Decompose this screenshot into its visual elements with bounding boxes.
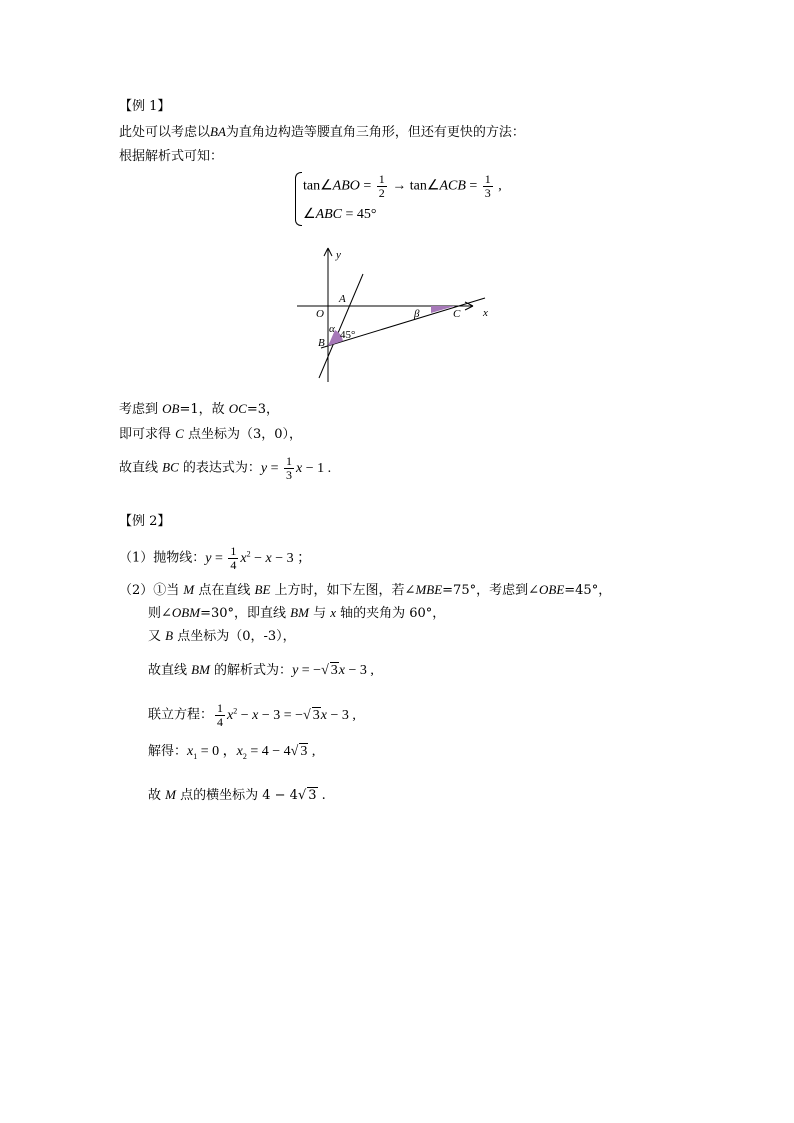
example1-line4: 即可求得 C 点坐标为（3，0）， bbox=[119, 426, 302, 442]
label-alpha: α bbox=[329, 323, 335, 335]
label-beta: β bbox=[414, 308, 420, 320]
example1-line3: 考虑到 OB=1，故 OC=3， bbox=[119, 401, 280, 417]
label-o: O bbox=[316, 308, 324, 320]
geometry-figure bbox=[285, 240, 505, 385]
fraction-quarter-2: $\frac{1}{4}$ bbox=[217, 701, 224, 729]
angle-beta-shade bbox=[431, 306, 455, 313]
fraction-one-third: $\frac{1}{3}$ bbox=[484, 172, 491, 200]
example2-part2-line1: （2）①当 M 点在直线 BE 上方时，如下左图，若∠MBE=75°，考虑到∠OBE=45°， bbox=[119, 582, 612, 598]
label-a: A bbox=[339, 293, 346, 305]
example1-line5: 故直线 BC 的表达式为：y = $\frac{1}{3}$ x − 1 . bbox=[119, 454, 332, 482]
label-c: C bbox=[453, 308, 461, 320]
line-ab bbox=[319, 274, 363, 378]
label-x: x bbox=[483, 307, 488, 319]
example2-part2-line5: 联立方程： $\frac{1}{4}$ $x^2 - x - 3$ = −√ 3x − 3 , bbox=[148, 701, 356, 729]
example2-part1: （1）抛物线：y = $\frac{1}{4}$ $x^2 - x - 3$ ； bbox=[119, 544, 312, 572]
label-y: y bbox=[336, 249, 341, 261]
label-b: B bbox=[318, 337, 325, 349]
system-brace bbox=[295, 172, 302, 226]
fraction-quarter: $\frac{1}{4}$ bbox=[230, 544, 237, 572]
example2-part2-line7: 故 M 点的横坐标为 4 − 4√ 3 . bbox=[148, 787, 326, 803]
example2-part2-line6: 解得：$x_1 = 0$ ，$x_2 = 4 - 4√$ 3 , bbox=[148, 744, 316, 761]
example2-part2-line3: 又 B 点坐标为（0，-3）， bbox=[148, 628, 296, 644]
example1-line1: 此处可以考虑以BA为直角边构造等腰直角三角形，但还有更快的方法： bbox=[119, 124, 525, 140]
example1-line2: 根据解析式可知： bbox=[119, 149, 224, 164]
fraction-one-half: $\frac{1}{2}$ bbox=[378, 172, 385, 200]
system-top-equation: tan∠ABO = $\frac{1}{2}$ → tan∠ACB = $\frac{1}{3}$ , bbox=[303, 172, 502, 200]
system-bottom-equation: ∠ABC = 45° bbox=[303, 207, 377, 222]
fraction-bc-slope: $\frac{1}{3}$ bbox=[286, 454, 293, 482]
example1-heading: 【例 1】 bbox=[119, 99, 171, 114]
example2-part2-line4: 故直线 BM 的解析式为：y = −√ 3x − 3 , bbox=[148, 662, 374, 678]
example2-part2-line2: 则∠OBM=30°，即直线 BM 与 x 轴的夹角为 60°， bbox=[148, 605, 446, 621]
label-45-degrees: 45° bbox=[340, 329, 356, 341]
example2-heading: 【例 2】 bbox=[119, 514, 171, 529]
